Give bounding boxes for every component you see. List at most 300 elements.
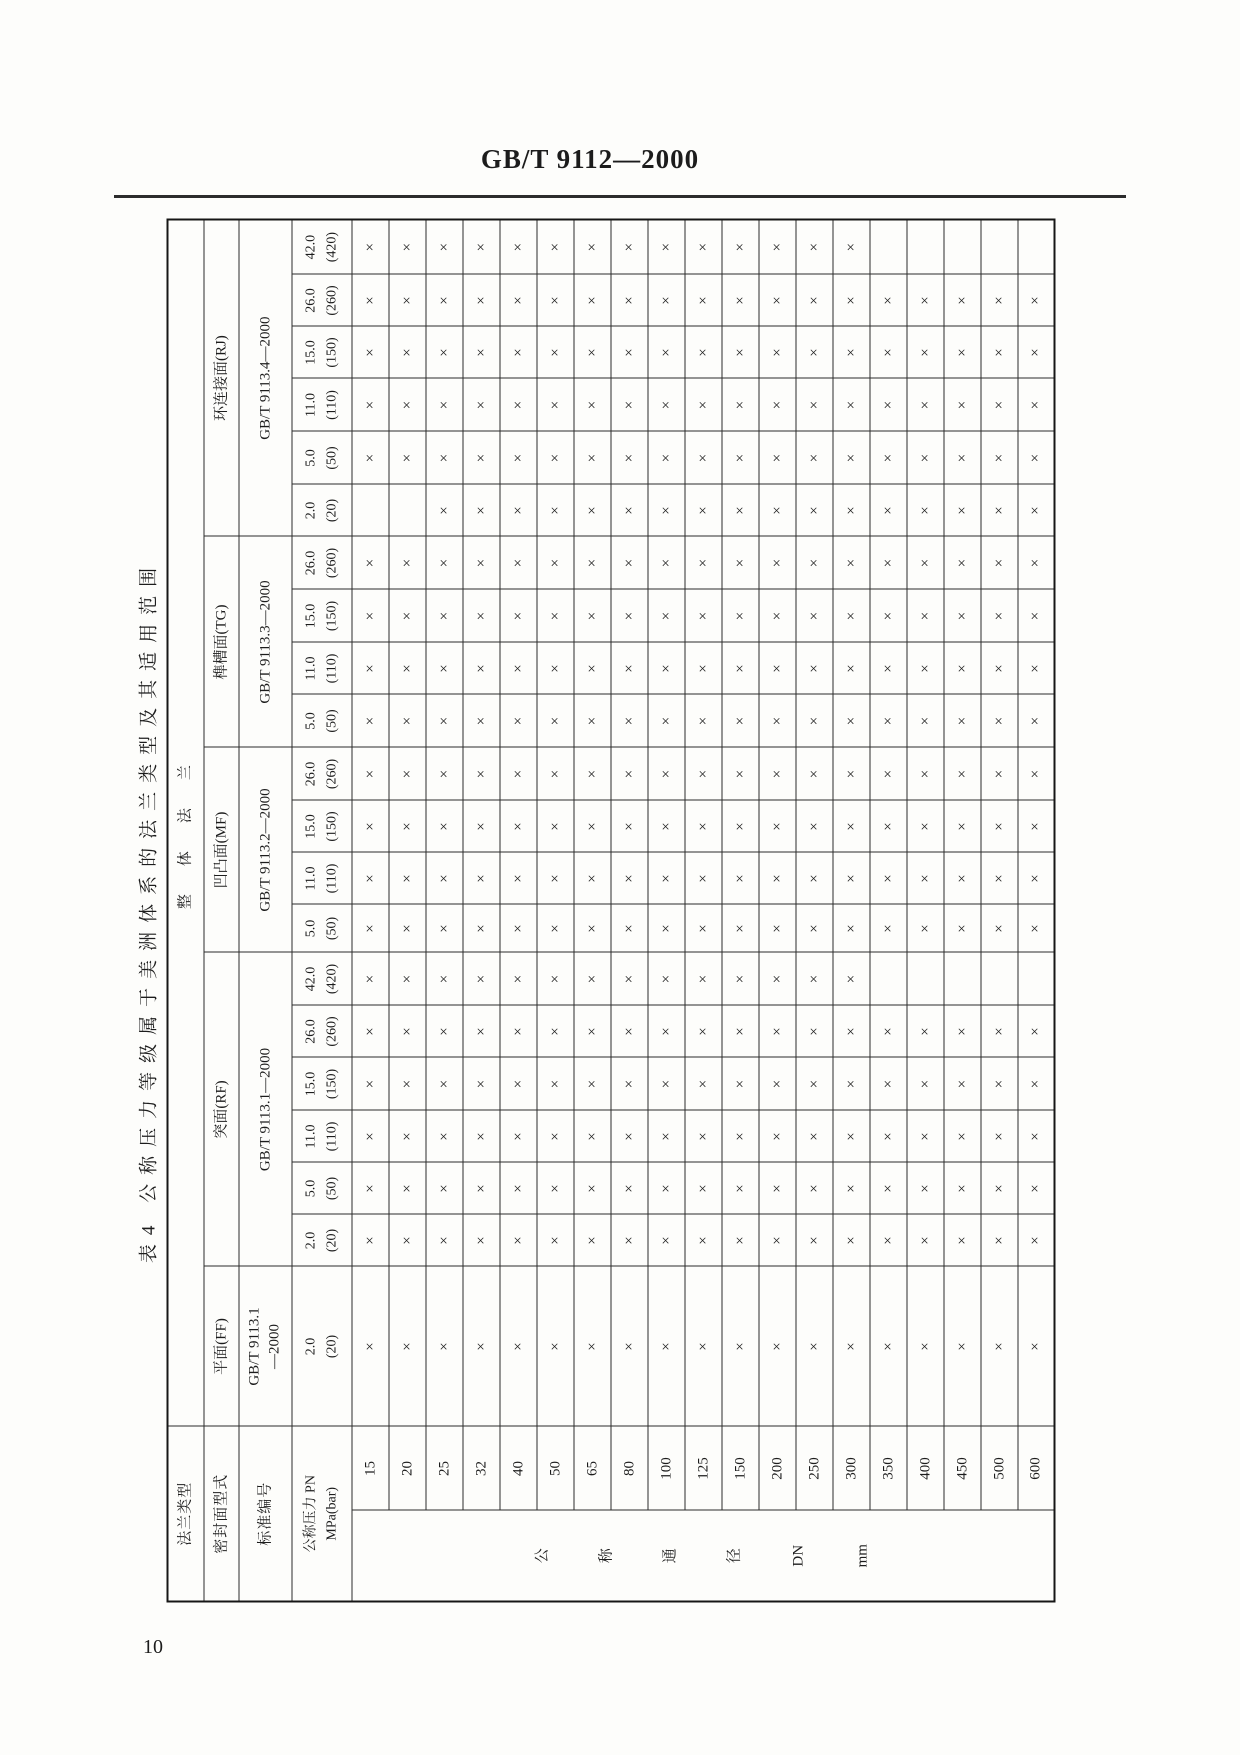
- standard-tg: GB/T 9113.3—2000: [239, 536, 292, 747]
- applicable-mark-cell: ×: [796, 378, 833, 431]
- applicable-mark-cell: ×: [463, 1110, 500, 1162]
- applicable-mark-cell: ×: [389, 952, 426, 1005]
- applicable-mark-cell: ×: [685, 219, 722, 274]
- applicable-mark-cell: ×: [352, 904, 389, 952]
- applicable-mark-cell: ×: [574, 1214, 611, 1266]
- nominal-diameter-label-char: 公: [534, 1548, 551, 1564]
- applicable-mark-cell: ×: [833, 536, 870, 589]
- applicable-mark-cell: ×: [833, 747, 870, 800]
- applicable-mark-cell: ×: [611, 431, 648, 484]
- applicable-mark-cell: ×: [500, 952, 537, 1005]
- applicable-mark-cell: ×: [426, 952, 463, 1005]
- applicable-mark-cell: ×: [648, 536, 685, 589]
- dn-row: [648, 219, 685, 1601]
- applicable-mark-cell: ×: [648, 904, 685, 952]
- applicable-mark-cell: ×: [648, 274, 685, 326]
- applicable-mark-cell: ×: [796, 1005, 833, 1057]
- applicable-mark-cell: ×: [426, 589, 463, 642]
- applicable-mark-cell: ×: [648, 1266, 685, 1426]
- pressure-cell: 42.0 (420): [292, 219, 352, 274]
- pressure-cell: 2.0 (20): [292, 484, 352, 536]
- dn-row: [759, 219, 796, 1601]
- applicable-mark-cell: ×: [796, 694, 833, 747]
- applicable-mark-cell: ×: [944, 1057, 981, 1110]
- applicable-mark-cell: ×: [463, 952, 500, 1005]
- applicable-mark-cell: ×: [574, 694, 611, 747]
- applicable-mark-cell: ×: [611, 1110, 648, 1162]
- applicable-mark-cell: ×: [833, 1110, 870, 1162]
- table-row-flange-type: [168, 219, 204, 1601]
- applicable-mark-cell: ×: [574, 589, 611, 642]
- pressure-cell: 26.0 (260): [292, 536, 352, 589]
- applicable-mark-cell: ×: [648, 219, 685, 274]
- applicable-mark-cell: ×: [944, 1214, 981, 1266]
- dn-value-cell: 20: [389, 1426, 426, 1510]
- applicable-mark-cell: ×: [981, 694, 1018, 747]
- applicable-mark-cell: ×: [463, 274, 500, 326]
- applicable-mark-cell: ×: [426, 852, 463, 904]
- applicable-mark-cell: ×: [759, 1214, 796, 1266]
- applicable-mark-cell: ×: [833, 1057, 870, 1110]
- dn-value-cell: 200: [759, 1426, 796, 1510]
- applicable-mark-cell: ×: [1018, 800, 1055, 852]
- row-header-pressure: [292, 1426, 352, 1601]
- applicable-mark-cell: ×: [648, 747, 685, 800]
- applicable-mark-cell: ×: [870, 694, 907, 747]
- face-type-rf: 突面(RF): [204, 952, 239, 1266]
- applicable-mark-cell: ×: [574, 1057, 611, 1110]
- applicable-mark-cell: ×: [463, 219, 500, 274]
- applicable-mark-cell: ×: [796, 1057, 833, 1110]
- dn-value-cell: 15: [352, 1426, 389, 1510]
- applicable-mark-cell: ×: [833, 484, 870, 536]
- applicable-mark-cell: ×: [389, 904, 426, 952]
- applicable-mark-cell: ×: [796, 1266, 833, 1426]
- applicable-mark-cell: ×: [870, 274, 907, 326]
- applicable-mark-cell: ×: [796, 952, 833, 1005]
- empty-mark-cell: [1018, 952, 1055, 1005]
- header-rule: [114, 195, 1126, 198]
- applicable-mark-cell: ×: [1018, 378, 1055, 431]
- dn-row: [389, 219, 426, 1601]
- applicable-mark-cell: ×: [981, 484, 1018, 536]
- applicable-mark-cell: ×: [870, 1005, 907, 1057]
- applicable-mark-cell: ×: [611, 852, 648, 904]
- applicable-mark-cell: ×: [833, 274, 870, 326]
- applicable-mark-cell: ×: [870, 1162, 907, 1214]
- applicable-mark-cell: ×: [759, 536, 796, 589]
- pressure-cell: 5.0 (50): [292, 694, 352, 747]
- applicable-mark-cell: ×: [611, 747, 648, 800]
- applicable-mark-cell: ×: [796, 536, 833, 589]
- applicable-mark-cell: ×: [722, 274, 759, 326]
- applicable-mark-cell: ×: [981, 904, 1018, 952]
- applicable-mark-cell: ×: [352, 1214, 389, 1266]
- nominal-diameter-label-char: mm: [854, 1544, 871, 1568]
- dn-row: [574, 219, 611, 1601]
- applicable-mark-cell: ×: [907, 326, 944, 378]
- applicable-mark-cell: ×: [648, 642, 685, 694]
- applicable-mark-cell: ×: [722, 219, 759, 274]
- rotated-table-block: [127, 220, 1061, 1603]
- applicable-mark-cell: ×: [500, 536, 537, 589]
- applicable-mark-cell: ×: [722, 536, 759, 589]
- applicable-mark-cell: ×: [500, 431, 537, 484]
- applicable-mark-cell: ×: [1018, 904, 1055, 952]
- applicable-mark-cell: ×: [611, 952, 648, 1005]
- applicable-mark-cell: ×: [722, 431, 759, 484]
- applicable-mark-cell: ×: [463, 1162, 500, 1214]
- applicable-mark-cell: ×: [833, 431, 870, 484]
- applicable-mark-cell: ×: [352, 694, 389, 747]
- pressure-cell: 11.0 (110): [292, 852, 352, 904]
- applicable-mark-cell: ×: [352, 1005, 389, 1057]
- empty-mark-cell: [870, 219, 907, 274]
- nominal-diameter-label-char: 径: [726, 1548, 743, 1564]
- applicable-mark-cell: ×: [796, 274, 833, 326]
- applicable-mark-cell: ×: [352, 1110, 389, 1162]
- applicable-mark-cell: ×: [611, 274, 648, 326]
- applicable-mark-cell: ×: [907, 536, 944, 589]
- applicable-mark-cell: ×: [389, 694, 426, 747]
- pressure-cell: 2.0 (20): [292, 1266, 352, 1426]
- applicable-mark-cell: ×: [463, 1005, 500, 1057]
- applicable-mark-cell: ×: [426, 904, 463, 952]
- dn-value-cell: 125: [685, 1426, 722, 1510]
- dn-value-cell: 400: [907, 1426, 944, 1510]
- applicable-mark-cell: ×: [574, 642, 611, 694]
- applicable-mark-cell: ×: [907, 431, 944, 484]
- applicable-mark-cell: ×: [907, 484, 944, 536]
- dn-value-cell: 100: [648, 1426, 685, 1510]
- applicable-mark-cell: ×: [500, 1162, 537, 1214]
- applicable-mark-cell: ×: [500, 274, 537, 326]
- applicable-mark-cell: ×: [759, 431, 796, 484]
- applicable-mark-cell: ×: [944, 694, 981, 747]
- applicable-mark-cell: ×: [870, 589, 907, 642]
- applicable-mark-cell: ×: [648, 589, 685, 642]
- applicable-mark-cell: ×: [870, 484, 907, 536]
- applicable-mark-cell: ×: [833, 800, 870, 852]
- dn-value-cell: 600: [1018, 1426, 1055, 1510]
- applicable-mark-cell: ×: [426, 1214, 463, 1266]
- pressure-cell: 42.0 (420): [292, 952, 352, 1005]
- applicable-mark-cell: ×: [426, 219, 463, 274]
- applicable-mark-cell: ×: [907, 642, 944, 694]
- table-row-standard-no: [239, 219, 292, 1601]
- applicable-mark-cell: ×: [352, 1057, 389, 1110]
- applicable-mark-cell: ×: [1018, 1266, 1055, 1426]
- applicable-mark-cell: ×: [759, 589, 796, 642]
- applicable-mark-cell: ×: [537, 1162, 574, 1214]
- standard-mf: GB/T 9113.2—2000: [239, 747, 292, 952]
- applicable-mark-cell: ×: [722, 589, 759, 642]
- applicable-mark-cell: ×: [944, 904, 981, 952]
- applicable-mark-cell: ×: [352, 378, 389, 431]
- dn-row: [500, 219, 537, 1601]
- applicable-mark-cell: ×: [352, 852, 389, 904]
- pressure-cell: 15.0 (150): [292, 1057, 352, 1110]
- applicable-mark-cell: ×: [722, 904, 759, 952]
- applicable-mark-cell: ×: [1018, 1005, 1055, 1057]
- applicable-mark-cell: ×: [833, 852, 870, 904]
- applicable-mark-cell: ×: [722, 642, 759, 694]
- applicable-mark-cell: ×: [981, 747, 1018, 800]
- applicable-mark-cell: ×: [537, 274, 574, 326]
- applicable-mark-cell: ×: [537, 326, 574, 378]
- empty-mark-cell: [981, 219, 1018, 274]
- applicable-mark-cell: ×: [611, 800, 648, 852]
- applicable-mark-cell: ×: [944, 642, 981, 694]
- face-type-mf: 凹凸面(MF): [204, 747, 239, 952]
- empty-mark-cell: [944, 219, 981, 274]
- applicable-mark-cell: ×: [611, 219, 648, 274]
- applicable-mark-cell: ×: [833, 326, 870, 378]
- applicable-mark-cell: ×: [796, 642, 833, 694]
- applicable-mark-cell: ×: [907, 378, 944, 431]
- page-number: 10: [143, 1636, 163, 1658]
- applicable-mark-cell: ×: [944, 484, 981, 536]
- standard-ff-line2: —2000: [266, 1323, 282, 1369]
- applicable-mark-cell: ×: [722, 326, 759, 378]
- applicable-mark-cell: ×: [685, 378, 722, 431]
- dn-row: [833, 219, 870, 1601]
- applicable-mark-cell: ×: [463, 1266, 500, 1426]
- applicable-mark-cell: ×: [944, 1110, 981, 1162]
- applicable-mark-cell: ×: [870, 378, 907, 431]
- applicable-mark-cell: ×: [944, 536, 981, 589]
- applicable-mark-cell: ×: [537, 219, 574, 274]
- applicable-mark-cell: ×: [907, 694, 944, 747]
- applicable-mark-cell: ×: [759, 1005, 796, 1057]
- applicable-mark-cell: ×: [537, 378, 574, 431]
- nominal-diameter-label-char: DN: [790, 1544, 807, 1567]
- applicable-mark-cell: ×: [1018, 274, 1055, 326]
- dn-value-cell: 250: [796, 1426, 833, 1510]
- applicable-mark-cell: ×: [1018, 431, 1055, 484]
- applicable-mark-cell: ×: [944, 747, 981, 800]
- applicable-mark-cell: ×: [796, 800, 833, 852]
- nominal-diameter-label: [352, 1511, 1055, 1602]
- pressure-cell: 5.0 (50): [292, 431, 352, 484]
- applicable-mark-cell: ×: [796, 1110, 833, 1162]
- applicable-mark-cell: ×: [833, 1005, 870, 1057]
- applicable-mark-cell: ×: [833, 1266, 870, 1426]
- applicable-mark-cell: ×: [611, 642, 648, 694]
- applicable-mark-cell: ×: [685, 589, 722, 642]
- applicable-mark-cell: ×: [389, 800, 426, 852]
- applicable-mark-cell: ×: [574, 536, 611, 589]
- applicable-mark-cell: ×: [574, 274, 611, 326]
- applicable-mark-cell: ×: [833, 589, 870, 642]
- applicable-mark-cell: ×: [500, 378, 537, 431]
- applicable-mark-cell: ×: [574, 378, 611, 431]
- applicable-mark-cell: ×: [685, 904, 722, 952]
- applicable-mark-cell: ×: [907, 1057, 944, 1110]
- applicable-mark-cell: ×: [574, 852, 611, 904]
- pressure-cell: 15.0 (150): [292, 800, 352, 852]
- applicable-mark-cell: ×: [463, 852, 500, 904]
- applicable-mark-cell: ×: [426, 1057, 463, 1110]
- applicable-mark-cell: ×: [944, 274, 981, 326]
- applicable-mark-cell: ×: [1018, 852, 1055, 904]
- applicable-mark-cell: ×: [611, 326, 648, 378]
- applicable-mark-cell: ×: [981, 1005, 1018, 1057]
- applicable-mark-cell: ×: [796, 904, 833, 952]
- applicable-mark-cell: ×: [685, 536, 722, 589]
- applicable-mark-cell: ×: [611, 589, 648, 642]
- applicable-mark-cell: ×: [759, 747, 796, 800]
- applicable-mark-cell: ×: [685, 852, 722, 904]
- applicable-mark-cell: ×: [907, 1266, 944, 1426]
- applicable-mark-cell: ×: [500, 1005, 537, 1057]
- applicable-mark-cell: ×: [833, 904, 870, 952]
- applicable-mark-cell: ×: [759, 219, 796, 274]
- applicable-mark-cell: ×: [833, 952, 870, 1005]
- applicable-mark-cell: ×: [1018, 642, 1055, 694]
- applicable-mark-cell: ×: [648, 378, 685, 431]
- applicable-mark-cell: ×: [426, 642, 463, 694]
- applicable-mark-cell: ×: [722, 1214, 759, 1266]
- applicable-mark-cell: ×: [389, 378, 426, 431]
- applicable-mark-cell: ×: [463, 484, 500, 536]
- applicable-mark-cell: ×: [722, 800, 759, 852]
- applicable-mark-cell: ×: [389, 1162, 426, 1214]
- pressure-cell: 11.0 (110): [292, 642, 352, 694]
- empty-mark-cell: [1018, 219, 1055, 274]
- applicable-mark-cell: ×: [574, 1162, 611, 1214]
- applicable-mark-cell: ×: [648, 852, 685, 904]
- applicable-mark-cell: ×: [648, 1214, 685, 1266]
- dn-value-cell: 32: [463, 1426, 500, 1510]
- applicable-mark-cell: ×: [1018, 694, 1055, 747]
- applicable-mark-cell: ×: [722, 1110, 759, 1162]
- face-type-rj: 环连接面(RJ): [204, 219, 239, 536]
- applicable-mark-cell: ×: [759, 274, 796, 326]
- applicable-mark-cell: ×: [611, 1057, 648, 1110]
- applicable-mark-cell: ×: [463, 904, 500, 952]
- applicable-mark-cell: ×: [648, 1005, 685, 1057]
- applicable-mark-cell: ×: [574, 484, 611, 536]
- applicable-mark-cell: ×: [759, 1162, 796, 1214]
- applicable-mark-cell: ×: [463, 378, 500, 431]
- applicable-mark-cell: ×: [537, 694, 574, 747]
- applicable-mark-cell: ×: [833, 219, 870, 274]
- applicable-mark-cell: ×: [500, 694, 537, 747]
- applicable-mark-cell: ×: [981, 431, 1018, 484]
- applicable-mark-cell: ×: [907, 1162, 944, 1214]
- applicable-mark-cell: ×: [981, 274, 1018, 326]
- applicable-mark-cell: ×: [981, 1110, 1018, 1162]
- empty-mark-cell: [944, 952, 981, 1005]
- applicable-mark-cell: ×: [352, 219, 389, 274]
- applicable-mark-cell: ×: [870, 1057, 907, 1110]
- applicable-mark-cell: ×: [574, 1110, 611, 1162]
- applicable-mark-cell: ×: [870, 904, 907, 952]
- applicable-mark-cell: ×: [500, 852, 537, 904]
- applicable-mark-cell: ×: [500, 800, 537, 852]
- applicable-mark-cell: ×: [648, 1110, 685, 1162]
- applicable-mark-cell: ×: [907, 1110, 944, 1162]
- pressure-cell: 5.0 (50): [292, 1162, 352, 1214]
- applicable-mark-cell: ×: [870, 852, 907, 904]
- applicable-mark-cell: ×: [611, 378, 648, 431]
- applicable-mark-cell: ×: [352, 274, 389, 326]
- dn-row: [426, 219, 463, 1601]
- applicable-mark-cell: ×: [944, 800, 981, 852]
- applicable-mark-cell: ×: [426, 274, 463, 326]
- applicable-mark-cell: ×: [796, 852, 833, 904]
- applicable-mark-cell: ×: [537, 589, 574, 642]
- applicable-mark-cell: ×: [611, 1162, 648, 1214]
- row-header-flange-type: 法兰类型: [168, 1426, 204, 1601]
- applicable-mark-cell: ×: [611, 904, 648, 952]
- applicable-mark-cell: ×: [870, 800, 907, 852]
- applicable-mark-cell: ×: [537, 642, 574, 694]
- applicable-mark-cell: ×: [500, 1057, 537, 1110]
- applicable-mark-cell: ×: [611, 536, 648, 589]
- applicable-mark-cell: ×: [463, 800, 500, 852]
- applicable-mark-cell: ×: [870, 1110, 907, 1162]
- dn-value-cell: 350: [870, 1426, 907, 1510]
- applicable-mark-cell: ×: [685, 952, 722, 1005]
- dn-row: [685, 219, 722, 1601]
- applicable-mark-cell: ×: [611, 484, 648, 536]
- applicable-mark-cell: ×: [648, 1162, 685, 1214]
- applicable-mark-cell: ×: [685, 1057, 722, 1110]
- applicable-mark-cell: ×: [796, 431, 833, 484]
- applicable-mark-cell: ×: [796, 326, 833, 378]
- applicable-mark-cell: ×: [463, 431, 500, 484]
- dn-value-cell: 300: [833, 1426, 870, 1510]
- applicable-mark-cell: ×: [833, 642, 870, 694]
- applicable-mark-cell: ×: [759, 1110, 796, 1162]
- applicable-mark-cell: ×: [685, 1162, 722, 1214]
- applicable-mark-cell: ×: [907, 1005, 944, 1057]
- applicable-mark-cell: ×: [389, 1266, 426, 1426]
- applicable-mark-cell: ×: [426, 747, 463, 800]
- dn-row: [870, 219, 907, 1601]
- row-header-face-type: 密封面型式: [204, 1426, 239, 1601]
- applicable-mark-cell: ×: [463, 747, 500, 800]
- applicable-mark-cell: ×: [537, 484, 574, 536]
- applicable-mark-cell: ×: [426, 1005, 463, 1057]
- applicable-mark-cell: ×: [759, 800, 796, 852]
- applicable-mark-cell: ×: [537, 904, 574, 952]
- applicable-mark-cell: ×: [944, 1266, 981, 1426]
- applicable-mark-cell: ×: [389, 852, 426, 904]
- applicable-mark-cell: ×: [833, 694, 870, 747]
- applicable-mark-cell: ×: [981, 1214, 1018, 1266]
- applicable-mark-cell: ×: [537, 431, 574, 484]
- applicable-mark-cell: ×: [611, 1266, 648, 1426]
- pressure-cell: 5.0 (50): [292, 904, 352, 952]
- applicable-mark-cell: ×: [944, 378, 981, 431]
- applicable-mark-cell: ×: [944, 1162, 981, 1214]
- applicable-mark-cell: ×: [981, 642, 1018, 694]
- applicable-mark-cell: ×: [685, 800, 722, 852]
- applicable-mark-cell: ×: [426, 694, 463, 747]
- applicable-mark-cell: ×: [537, 536, 574, 589]
- applicable-mark-cell: ×: [352, 1266, 389, 1426]
- applicable-mark-cell: ×: [870, 536, 907, 589]
- applicable-mark-cell: ×: [685, 747, 722, 800]
- applicable-mark-cell: ×: [352, 800, 389, 852]
- applicable-mark-cell: ×: [426, 484, 463, 536]
- dn-value-cell: 25: [426, 1426, 463, 1510]
- applicable-mark-cell: ×: [426, 1266, 463, 1426]
- dn-value-cell: 80: [611, 1426, 648, 1510]
